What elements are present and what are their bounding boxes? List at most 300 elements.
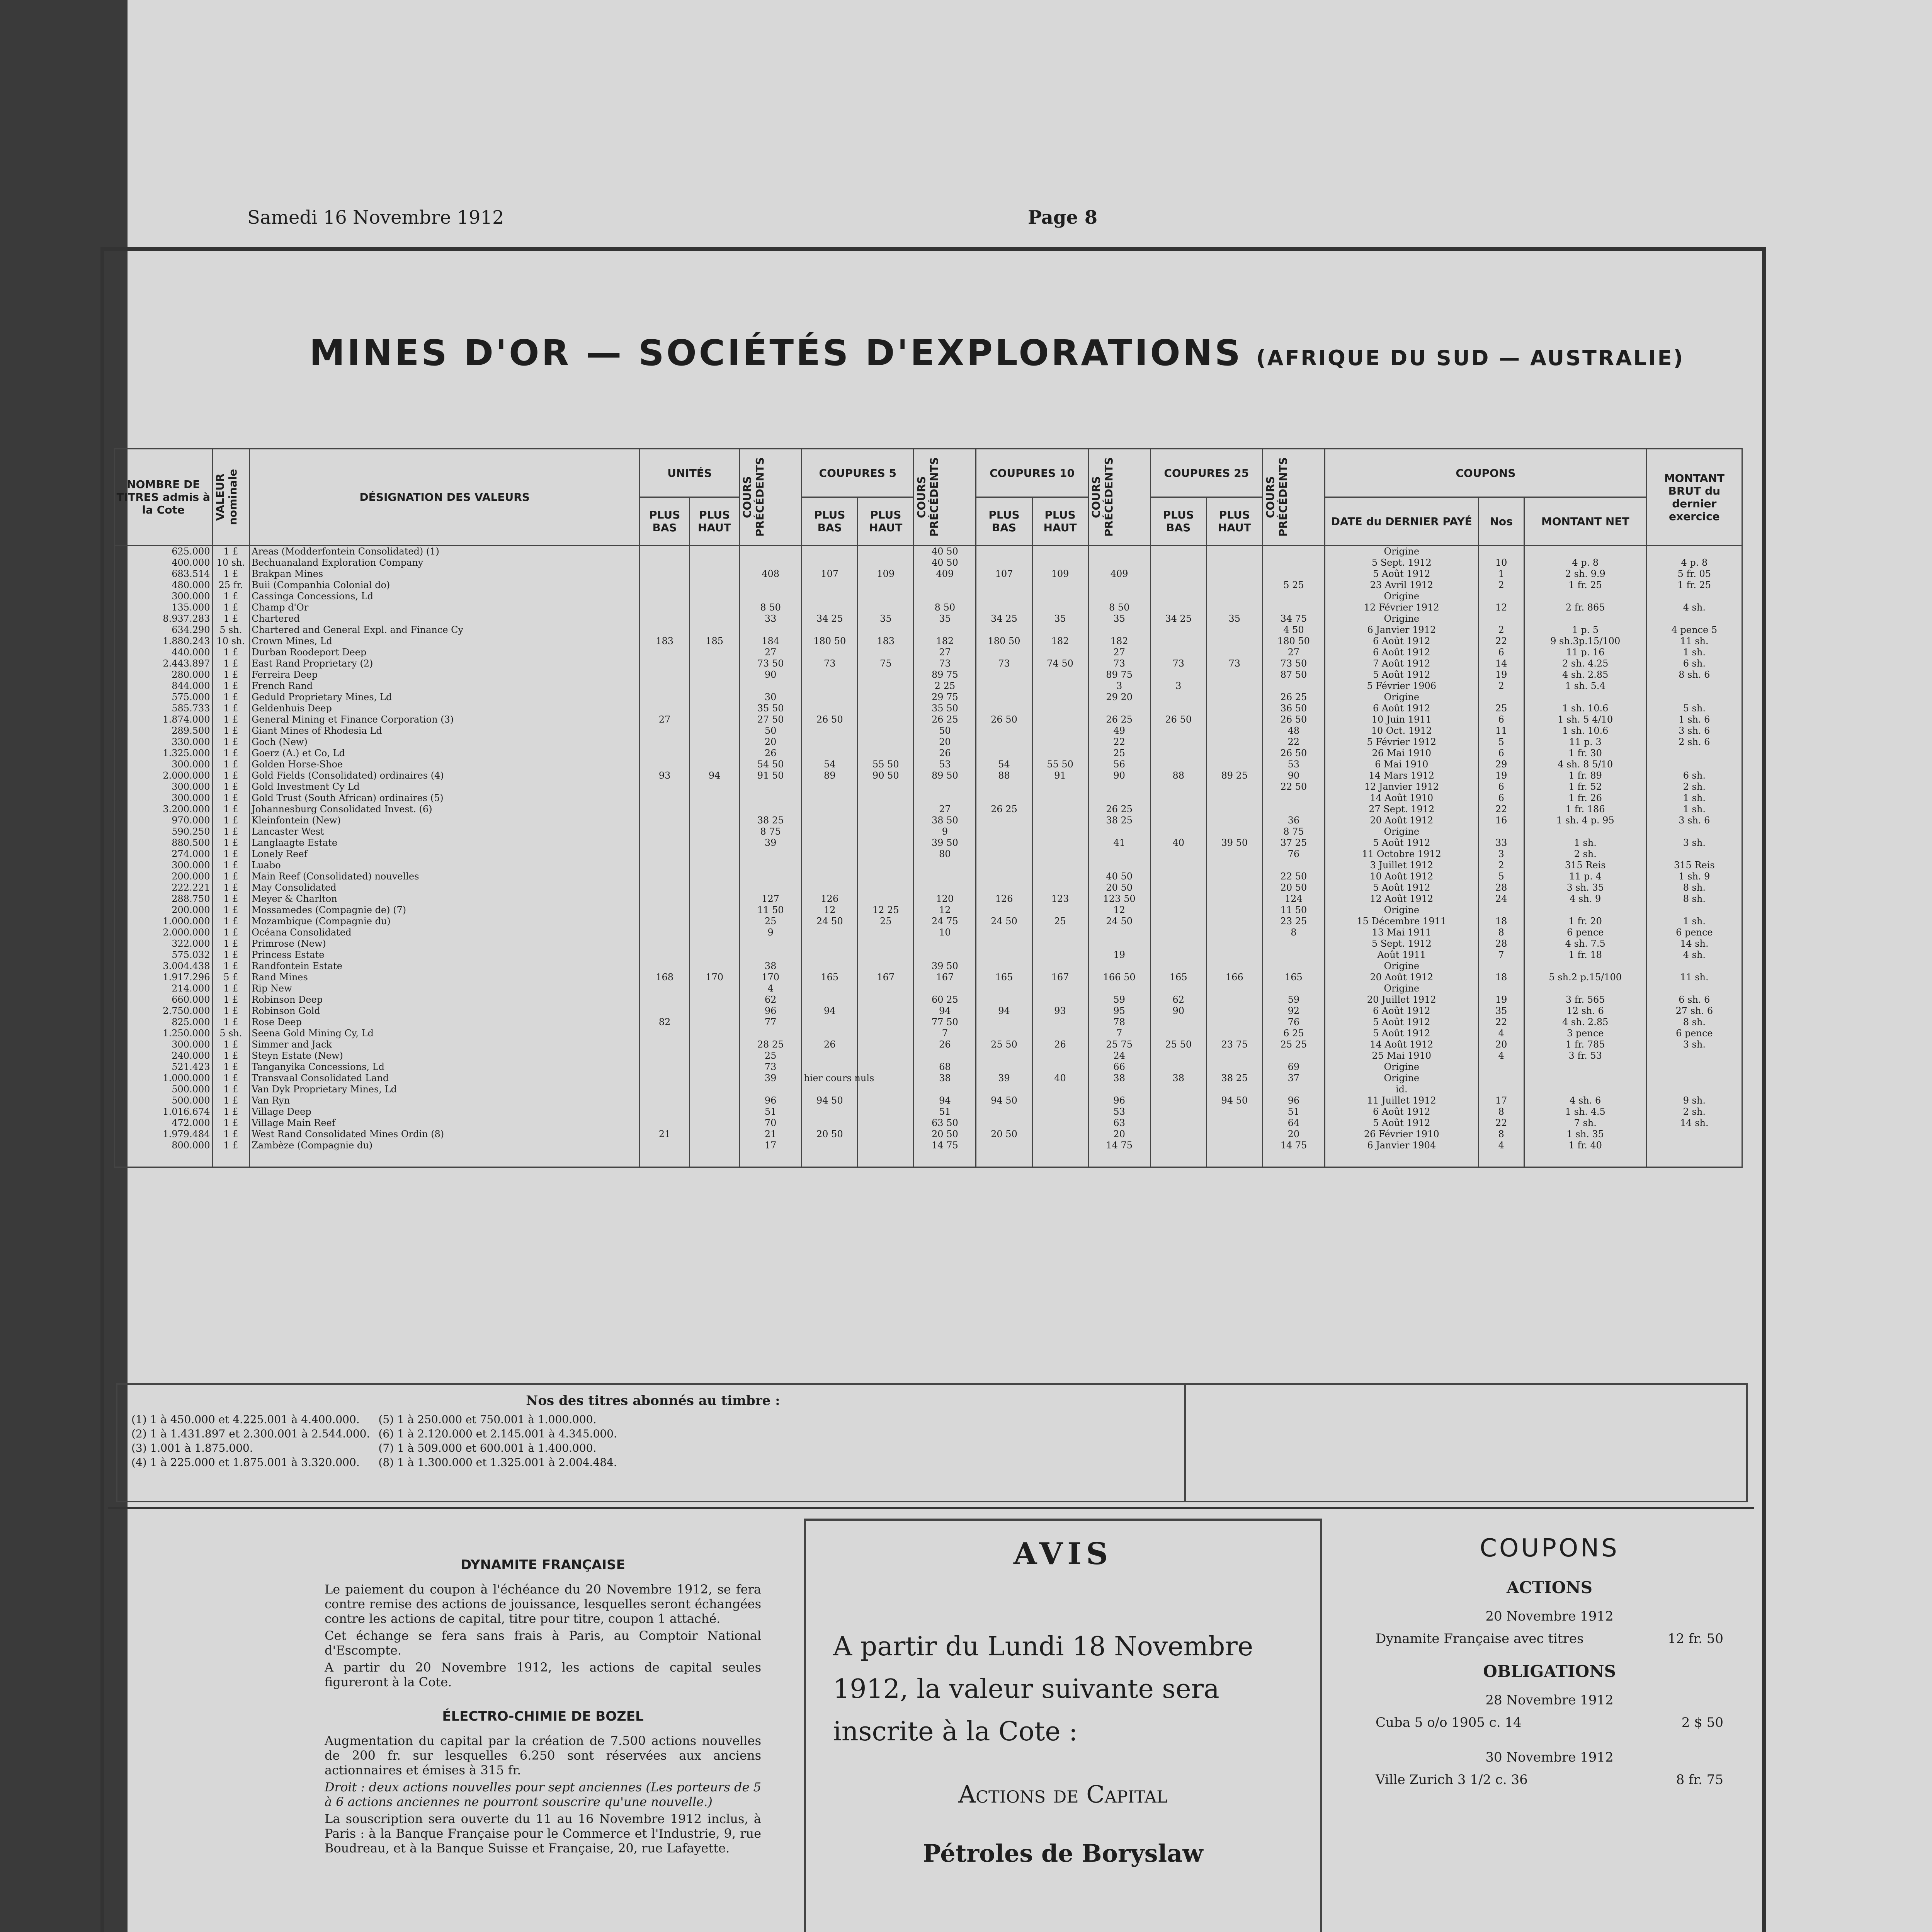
cell-mt: 3 fr. 565 xyxy=(1524,994,1646,1005)
cell-c25h xyxy=(1206,882,1262,893)
cell-no: 28 xyxy=(1478,882,1524,893)
cell-mt: 4 p. 8 xyxy=(1524,557,1646,568)
cell-c5b xyxy=(802,938,858,949)
cell-date: 6 Août 1912 xyxy=(1325,647,1479,658)
cell-c25b xyxy=(1150,916,1206,927)
cell-c10b: 26 50 xyxy=(976,714,1032,725)
cell-c2 xyxy=(914,871,976,882)
cell-up xyxy=(640,871,690,882)
cell-n: 400.000 xyxy=(115,557,213,568)
cell-name: Kleinfontein (New) xyxy=(250,815,640,826)
cell-c5b xyxy=(802,557,858,568)
cell-v: 1 £ xyxy=(212,860,250,871)
cell-c25h xyxy=(1206,1005,1262,1017)
col-coupures25: COUPURES 25 xyxy=(1150,449,1262,497)
cell-c4: 26 50 xyxy=(1262,714,1325,725)
col-designation: DÉSIGNATION DES VALEURS xyxy=(250,449,640,546)
cell-mt: 1 sh. 5.4 xyxy=(1524,680,1646,692)
cell-c4: 96 xyxy=(1262,1095,1325,1106)
cell-date: 14 Mars 1912 xyxy=(1325,770,1479,781)
cell-name: Lancaster West xyxy=(250,826,640,837)
cell-c2: 94 xyxy=(914,1005,976,1017)
cell-c2: 80 xyxy=(914,849,976,860)
cell-date: 5 Août 1912 xyxy=(1325,568,1479,580)
cell-n: 880.500 xyxy=(115,837,213,849)
cell-uh xyxy=(690,1084,740,1095)
cell-c4 xyxy=(1262,983,1325,994)
cell-uh xyxy=(690,602,740,613)
cell-c5b xyxy=(802,580,858,591)
cell-c1: 90 xyxy=(740,669,802,680)
cell-br: 1 sh. xyxy=(1646,793,1742,804)
cell-c1: 4 xyxy=(740,983,802,994)
cell-date: 10 Oct. 1912 xyxy=(1325,725,1479,736)
cell-name: Village Main Reef xyxy=(250,1117,640,1129)
table-row xyxy=(115,905,1742,916)
cell-v: 1 £ xyxy=(212,736,250,748)
cell-c3: 38 xyxy=(1088,1073,1150,1084)
cell-c4: 34 75 xyxy=(1262,613,1325,624)
cell-c25h xyxy=(1206,748,1262,759)
cell-no: 3 xyxy=(1478,849,1524,860)
col-cours-2: COURS PRÉCÉDENTS xyxy=(914,449,976,546)
cell-c5b xyxy=(802,793,858,804)
cell-mt xyxy=(1524,961,1646,972)
cell-c4: 20 xyxy=(1262,1129,1325,1140)
cell-c10b xyxy=(976,748,1032,759)
cell-no: 2 xyxy=(1478,624,1524,636)
cell-c4: 92 xyxy=(1262,1005,1325,1017)
cell-c5b xyxy=(802,680,858,692)
cell-up xyxy=(640,580,690,591)
cell-n: 634.290 xyxy=(115,624,213,636)
cell-c5h xyxy=(858,837,914,849)
cell-br xyxy=(1646,1050,1742,1061)
cell-c25h xyxy=(1206,804,1262,815)
cell-date: Origine xyxy=(1325,591,1479,602)
table-row xyxy=(115,1129,1742,1140)
cell-c1: 20 xyxy=(740,736,802,748)
table-row xyxy=(115,1073,1742,1084)
cell-uh: 94 xyxy=(690,770,740,781)
cell-c10h xyxy=(1032,669,1088,680)
cell-date: 5 Août 1912 xyxy=(1325,837,1479,849)
cell-c5b: 12 xyxy=(802,905,858,916)
cell-uh xyxy=(690,692,740,703)
cell-c10b xyxy=(976,983,1032,994)
cell-c25h xyxy=(1206,669,1262,680)
cell-c5b xyxy=(802,882,858,893)
cell-c3: 41 xyxy=(1088,837,1150,849)
cell-uh: 170 xyxy=(690,972,740,983)
cell-c1: 28 25 xyxy=(740,1039,802,1050)
cell-n: 3.200.000 xyxy=(115,804,213,815)
cell-c2: 20 xyxy=(914,736,976,748)
cell-name: Robinson Deep xyxy=(250,994,640,1005)
col-date: DATE du DERNIER PAYÉ xyxy=(1325,497,1479,546)
cell-n: 8.937.283 xyxy=(115,613,213,624)
cell-c25h xyxy=(1206,781,1262,793)
cell-v: 1 £ xyxy=(212,613,250,624)
cell-up xyxy=(640,557,690,568)
cell-no: 18 xyxy=(1478,972,1524,983)
cell-br xyxy=(1646,1129,1742,1140)
col-no: Nos xyxy=(1478,497,1524,546)
cell-name: Rand Mines xyxy=(250,972,640,983)
cell-v: 1 £ xyxy=(212,1005,250,1017)
cell-c3: 409 xyxy=(1088,568,1150,580)
cell-c4: 165 xyxy=(1262,972,1325,983)
cell-c3: 26 25 xyxy=(1088,714,1150,725)
cell-name: Buii (Companhia Colonial do) xyxy=(250,580,640,591)
cell-v: 5 £ xyxy=(212,972,250,983)
cell-c5h xyxy=(858,927,914,938)
cell-br xyxy=(1646,546,1742,558)
cell-c2: 10 xyxy=(914,927,976,938)
cell-br: 6 sh. xyxy=(1646,658,1742,669)
cell-c25h xyxy=(1206,961,1262,972)
cell-n: 844.000 xyxy=(115,680,213,692)
cell-c5h xyxy=(858,1061,914,1073)
cell-c1 xyxy=(740,557,802,568)
cell-br: 4 sh. xyxy=(1646,949,1742,961)
cell-mt: 1 sh. 10.6 xyxy=(1524,725,1646,736)
cell-up xyxy=(640,703,690,714)
cell-c3: 25 75 xyxy=(1088,1039,1150,1050)
cell-uh xyxy=(690,882,740,893)
cell-c5h xyxy=(858,1117,914,1129)
cell-c10h: 167 xyxy=(1032,972,1088,983)
cell-c3: 166 50 xyxy=(1088,972,1150,983)
cell-c25b xyxy=(1150,1106,1206,1117)
cell-mt: 11 p. 4 xyxy=(1524,871,1646,882)
cell-c4 xyxy=(1262,546,1325,558)
table-row xyxy=(115,1017,1742,1028)
cell-date: 6 Août 1912 xyxy=(1325,1106,1479,1117)
cell-c10h xyxy=(1032,624,1088,636)
cell-up xyxy=(640,748,690,759)
cell-c10b xyxy=(976,860,1032,871)
cell-uh xyxy=(690,680,740,692)
cell-c2: 63 50 xyxy=(914,1117,976,1129)
cell-c10h xyxy=(1032,580,1088,591)
cell-c5h xyxy=(858,692,914,703)
cell-name: Areas (Modderfontein Consolidated) (1) xyxy=(250,546,640,558)
cell-n: 683.514 xyxy=(115,568,213,580)
cell-uh xyxy=(690,860,740,871)
cell-c3: 56 xyxy=(1088,759,1150,770)
cell-up: 27 xyxy=(640,714,690,725)
cell-c25b xyxy=(1150,1017,1206,1028)
cell-c25b xyxy=(1150,591,1206,602)
table-row xyxy=(115,994,1742,1005)
table-row xyxy=(115,1117,1742,1129)
cell-c25b: 38 xyxy=(1150,1073,1206,1084)
cell-c5h xyxy=(858,1028,914,1039)
cell-up xyxy=(640,624,690,636)
cell-c2: 77 50 xyxy=(914,1017,976,1028)
cell-c25b xyxy=(1150,1084,1206,1095)
cell-c5b xyxy=(802,849,858,860)
cell-c5b: 94 50 xyxy=(802,1095,858,1106)
cell-mt: 1 fr. 26 xyxy=(1524,793,1646,804)
cell-no: 8 xyxy=(1478,1129,1524,1140)
cell-c2 xyxy=(914,882,976,893)
cell-c10h: 55 50 xyxy=(1032,759,1088,770)
cell-mt: 1 sh. 4 p. 95 xyxy=(1524,815,1646,826)
cell-uh xyxy=(690,1129,740,1140)
table-row xyxy=(115,759,1742,770)
cell-no: 5 xyxy=(1478,871,1524,882)
cell-br xyxy=(1646,613,1742,624)
cell-c3: 3 xyxy=(1088,680,1150,692)
cell-c5b: 20 50 xyxy=(802,1129,858,1140)
cell-c10h xyxy=(1032,938,1088,949)
cell-c10b xyxy=(976,849,1032,860)
cell-no: 6 xyxy=(1478,714,1524,725)
cell-no xyxy=(1478,1061,1524,1073)
cell-c25b xyxy=(1150,759,1206,770)
cell-name: General Mining et Finance Corporation (3) xyxy=(250,714,640,725)
cell-c1 xyxy=(740,781,802,793)
cell-c4 xyxy=(1262,804,1325,815)
cell-c3: 24 50 xyxy=(1088,916,1150,927)
cell-v: 1 £ xyxy=(212,1061,250,1073)
cell-c3: 19 xyxy=(1088,949,1150,961)
cell-c2: 50 xyxy=(914,725,976,736)
cell-c2: 40 50 xyxy=(914,546,976,558)
cell-no: 7 xyxy=(1478,949,1524,961)
cell-c10b xyxy=(976,1017,1032,1028)
cell-c10h xyxy=(1032,1117,1088,1129)
cell-c25b xyxy=(1150,546,1206,558)
cell-c3 xyxy=(1088,860,1150,871)
cell-mt xyxy=(1524,826,1646,837)
cell-c3: 89 75 xyxy=(1088,669,1150,680)
cell-br xyxy=(1646,905,1742,916)
cell-c2: 94 xyxy=(914,1095,976,1106)
cell-c2 xyxy=(914,860,976,871)
cell-c25b: 25 50 xyxy=(1150,1039,1206,1050)
cell-date: 7 Août 1912 xyxy=(1325,658,1479,669)
cell-up xyxy=(640,647,690,658)
cell-date: 5 Février 1912 xyxy=(1325,736,1479,748)
cell-c25h xyxy=(1206,871,1262,882)
cell-uh xyxy=(690,905,740,916)
cell-n: 200.000 xyxy=(115,871,213,882)
cell-mt: 5 sh.2 p.15/100 xyxy=(1524,972,1646,983)
cell-c3: 38 25 xyxy=(1088,815,1150,826)
cell-name: Van Dyk Proprietary Mines, Ld xyxy=(250,1084,640,1095)
cell-c25h xyxy=(1206,725,1262,736)
cell-c1 xyxy=(740,804,802,815)
cell-c25b xyxy=(1150,871,1206,882)
cell-c10h xyxy=(1032,949,1088,961)
cell-c5h xyxy=(858,1005,914,1017)
cell-c4: 27 xyxy=(1262,647,1325,658)
cell-c3 xyxy=(1088,703,1150,714)
table-row xyxy=(115,636,1742,647)
cell-n: 1.917.296 xyxy=(115,972,213,983)
cell-up xyxy=(640,1005,690,1017)
cell-no: 19 xyxy=(1478,669,1524,680)
cell-uh xyxy=(690,781,740,793)
header-page: Page 8 xyxy=(1028,207,1098,228)
cell-up: 183 xyxy=(640,636,690,647)
cell-c1: 8 75 xyxy=(740,826,802,837)
cell-mt xyxy=(1524,983,1646,994)
cell-no: 22 xyxy=(1478,636,1524,647)
cell-c1: 408 xyxy=(740,568,802,580)
dynamite-para: Cet échange se fera sans frais à Paris, au Comptoir National d'Escompte. xyxy=(325,1628,761,1658)
cell-c4 xyxy=(1262,557,1325,568)
cell-br: 1 sh. 9 xyxy=(1646,871,1742,882)
cell-c25h xyxy=(1206,624,1262,636)
table-row xyxy=(115,714,1742,725)
cell-c1: 127 xyxy=(740,893,802,905)
cell-mt: 11 p. 3 xyxy=(1524,736,1646,748)
cell-c1: 73 xyxy=(740,1061,802,1073)
cell-uh xyxy=(690,546,740,558)
cell-date: 5 Août 1912 xyxy=(1325,1117,1479,1129)
cell-c2: 53 xyxy=(914,759,976,770)
table-row xyxy=(115,826,1742,837)
cell-date: 26 Février 1910 xyxy=(1325,1129,1479,1140)
cell-c10b: 126 xyxy=(976,893,1032,905)
cell-c3: 35 xyxy=(1088,613,1150,624)
cell-c1: 11 50 xyxy=(740,905,802,916)
cell-c5h xyxy=(858,1084,914,1095)
cell-no xyxy=(1478,613,1524,624)
cell-c3 xyxy=(1088,849,1150,860)
cell-uh xyxy=(690,893,740,905)
cell-c10b: 26 25 xyxy=(976,804,1032,815)
cell-c10h xyxy=(1032,1095,1088,1106)
cell-uh xyxy=(690,591,740,602)
cell-c4: 8 75 xyxy=(1262,826,1325,837)
cell-name: Luabo xyxy=(250,860,640,871)
cell-br: 11 sh. xyxy=(1646,636,1742,647)
cell-c25h xyxy=(1206,938,1262,949)
cell-c5b xyxy=(802,1028,858,1039)
cell-v: 5 sh. xyxy=(212,1028,250,1039)
cell-c3 xyxy=(1088,591,1150,602)
cell-uh xyxy=(690,759,740,770)
cell-c5h xyxy=(858,647,914,658)
cell-c4: 20 50 xyxy=(1262,882,1325,893)
cell-c10h xyxy=(1032,826,1088,837)
cell-uh xyxy=(690,837,740,849)
abonne-note: (7) 1 à 509.000 et 600.001 à 1.400.000. xyxy=(378,1442,597,1454)
cell-c25h xyxy=(1206,949,1262,961)
cell-c4: 76 xyxy=(1262,849,1325,860)
cell-name: Rose Deep xyxy=(250,1017,640,1028)
cell-c4 xyxy=(1262,602,1325,613)
cell-no xyxy=(1478,961,1524,972)
cell-c5h xyxy=(858,949,914,961)
cell-v: 1 £ xyxy=(212,983,250,994)
cell-c10b xyxy=(976,703,1032,714)
cell-br: 5 fr. 05 xyxy=(1646,568,1742,580)
cell-c10b: 25 50 xyxy=(976,1039,1032,1050)
col-c25-haut: PLUS HAUT xyxy=(1206,497,1262,546)
cell-c5b xyxy=(802,1061,858,1073)
cell-c5h: 12 25 xyxy=(858,905,914,916)
cell-no xyxy=(1478,905,1524,916)
cell-uh xyxy=(690,961,740,972)
cell-n: 521.423 xyxy=(115,1061,213,1073)
cell-c25h xyxy=(1206,994,1262,1005)
cell-c10b xyxy=(976,949,1032,961)
cell-v: 1 £ xyxy=(212,781,250,793)
cell-c5b: 165 xyxy=(802,972,858,983)
cell-c5b xyxy=(802,871,858,882)
cell-c10h: 26 xyxy=(1032,1039,1088,1050)
cell-no: 1 xyxy=(1478,568,1524,580)
cell-no: 22 xyxy=(1478,1117,1524,1129)
cell-c2 xyxy=(914,983,976,994)
cell-c2: 26 xyxy=(914,1039,976,1050)
cell-n: 274.000 xyxy=(115,849,213,860)
cell-br: 8 sh. xyxy=(1646,882,1742,893)
cell-mt: 2 sh. xyxy=(1524,849,1646,860)
cell-name: Chartered xyxy=(250,613,640,624)
cell-c3 xyxy=(1088,927,1150,938)
cell-c25h xyxy=(1206,826,1262,837)
cell-v: 10 sh. xyxy=(212,557,250,568)
cell-c2 xyxy=(914,938,976,949)
cell-c5b: 24 50 xyxy=(802,916,858,927)
cell-c4: 37 xyxy=(1262,1073,1325,1084)
cell-c25b xyxy=(1150,647,1206,658)
cell-c5h xyxy=(858,591,914,602)
cell-v: 1 £ xyxy=(212,994,250,1005)
cell-no: 12 xyxy=(1478,602,1524,613)
table-row xyxy=(115,849,1742,860)
cell-date: Août 1911 xyxy=(1325,949,1479,961)
cell-up: 21 xyxy=(640,1129,690,1140)
cell-c10h: 25 xyxy=(1032,916,1088,927)
cell-c3 xyxy=(1088,557,1150,568)
cell-up xyxy=(640,893,690,905)
cell-mt: 2 sh. 9.9 xyxy=(1524,568,1646,580)
cell-br xyxy=(1646,591,1742,602)
cell-c2: 38 50 xyxy=(914,815,976,826)
cell-name: Simmer and Jack xyxy=(250,1039,640,1050)
cell-c1 xyxy=(740,949,802,961)
cell-c2 xyxy=(914,591,976,602)
cell-c5b xyxy=(802,961,858,972)
cell-br: 315 Reis xyxy=(1646,860,1742,871)
cell-c25b xyxy=(1150,949,1206,961)
cell-c4: 48 xyxy=(1262,725,1325,736)
cell-c1: 8 50 xyxy=(740,602,802,613)
cell-c10h: 74 50 xyxy=(1032,658,1088,669)
cell-uh xyxy=(690,624,740,636)
cell-v: 1 £ xyxy=(212,927,250,938)
table-row xyxy=(115,1028,1742,1039)
cell-c5b xyxy=(802,692,858,703)
cell-c3: 49 xyxy=(1088,725,1150,736)
cell-c2: 26 25 xyxy=(914,714,976,725)
cell-c1: 54 50 xyxy=(740,759,802,770)
col-c10-bas: PLUS BAS xyxy=(976,497,1032,546)
cell-date: 5 Août 1912 xyxy=(1325,669,1479,680)
cell-c2: 20 50 xyxy=(914,1129,976,1140)
cell-c5b: 26 xyxy=(802,1039,858,1050)
table-row xyxy=(115,882,1742,893)
cell-date: Origine xyxy=(1325,546,1479,558)
